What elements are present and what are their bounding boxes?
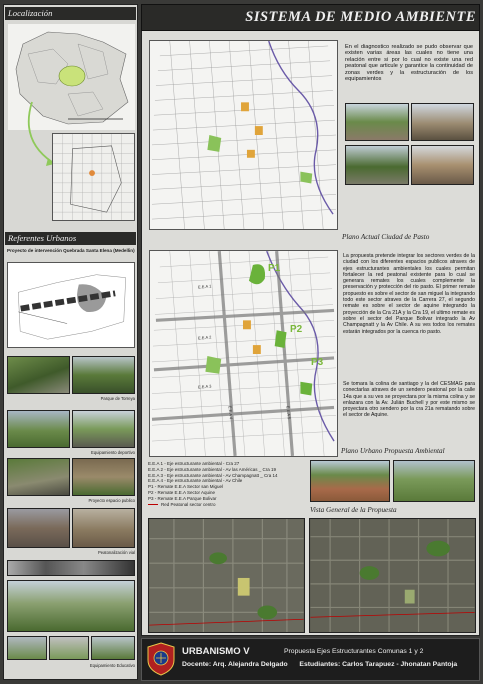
- ref-caption-5: Equipamiento Educativo: [89, 663, 135, 668]
- current-photo-3: [345, 145, 409, 185]
- marker-p3: P3: [311, 357, 324, 368]
- current-city-map: [149, 40, 338, 230]
- docente-label: Docente:: [182, 661, 212, 668]
- vista-caption: Vista General de la Propuesta: [310, 506, 397, 514]
- project-name: Propuesta Ejes Estructurantes Comunas 1 y 2: [284, 648, 424, 655]
- aerial-view-1: [148, 518, 305, 633]
- legend: [148, 461, 308, 507]
- university-seal-icon: [146, 642, 176, 676]
- ref-photo-4b: [72, 508, 135, 548]
- axis-label-5: E.E.A 5: [285, 405, 292, 420]
- project-title: Proyecto de intervención Quebrada Santa Elena (Medellin): [7, 248, 135, 253]
- ref-photo-1b: [72, 356, 135, 394]
- aerial-view-2: [309, 518, 476, 633]
- legend-item-6: P2 - Remate E.E.A Sector Aquine: [148, 489, 216, 495]
- axis-label-1: E.E.A 1: [197, 283, 212, 290]
- ref-photo-7a: [7, 636, 47, 660]
- ref-photo-2a: [7, 410, 70, 448]
- legend-item-2: E.E.A 2 - Eje estructurante ambiental - Av las Américas _ Cra 19: [148, 466, 276, 472]
- legend-item-4: E.E.A 4 - Eje estructurante ambiental - Av Chile: [148, 478, 243, 484]
- proposal-photo-1: [310, 460, 390, 502]
- red-line-icon: [148, 504, 158, 505]
- marker-p1: P1: [268, 263, 281, 274]
- axis-label-3: E.E.A 3: [197, 383, 212, 390]
- ref-photo-4a: [7, 508, 70, 548]
- proposal-map: [149, 250, 338, 457]
- ref-photo-3b: [72, 458, 135, 496]
- legend-item-1: E.E.A 1 - Eje estructurante ambiental - Cra 27: [148, 461, 240, 466]
- ref-photo-7b: [49, 636, 89, 660]
- legend-item-7: P3 - Remate E.E.A Parque Bolivar: [148, 495, 217, 501]
- ref-photo-2b: [72, 410, 135, 448]
- location-detail-map: [52, 133, 135, 221]
- ref-photo-6: [7, 580, 135, 632]
- medellin-project-map: [7, 262, 135, 348]
- ref-photo-7c: [91, 636, 135, 660]
- localizacion-title: Localización: [8, 8, 53, 18]
- docente-line: [182, 661, 457, 668]
- course-name: URBANISMO V: [182, 646, 250, 657]
- proposal-map-caption: Plano Urbano Propuesta Ambiental: [341, 447, 445, 455]
- ref-photo-1a: [7, 356, 70, 394]
- current-photo-1: [345, 103, 409, 141]
- estudiantes-names: Carlos Tarapuez - Jhonatan Pantoja: [342, 661, 458, 668]
- docente-name: Arq. Alejandra Delgado: [212, 661, 288, 668]
- current-map-caption: Plano Actual Ciudad de Pasto: [342, 233, 430, 241]
- current-photo-4: [411, 145, 474, 185]
- proposal-text-2: Se tomara la colina de santiago y la del CESMAG para conectarlas atraves de un sendero peatonal por la calle 14a que a su ves se proyectara por la misma colina y se enlazara con la Av. Julián Buchell y por este mismo se proyectara otro sendero por la cra 21a rematando sobre el sector de Aquine.: [343, 381, 475, 419]
- axis-label-2: E.E.A 2: [197, 334, 212, 341]
- legend-item-3: E.E.A 3 - Eje estructurante ambiental - Av Champagnatt _ Cra 14: [148, 472, 278, 478]
- proposal-text: La propuesta pretende integrar los sectores verdes de la ciudad con los diferentes espacios publicos atraves de ejes estructurantes ambientales los cuales permitan fortalecer la red peatonal existente para lo cual se generara remates los cuales complemente la preservación y protección del rio pasto. El primer remate propuesto es sobre el sector de san miguel la integrando todo este sector atraves de la Carrera 27, el segundo remate es sobre el sector de aquine integrando la proyección de la Cra 21A y la Cra 19, el ultimo remate es sobre el sector del Parque Bolivar integrado la Av Champagnatt y la Av Chile. A su ves todos los remates estarán integrados por la cuenca rio pasto.: [343, 253, 475, 335]
- page-title: SISTEMA DE MEDIO AMBIENTE: [245, 9, 476, 25]
- ref-photo-5a: [7, 560, 135, 576]
- estudiantes-label: Estudiantes:: [299, 661, 341, 668]
- current-photo-2: [411, 103, 474, 141]
- diagnostic-text: En el diagnostico realizado se pudo observar que existen varias áreas las cuales no tiene una relación entre si por lo cual no existe una red peatonal que articule y garantice la continuidad de zonas verdes y la estructuración de los equipamientos: [345, 44, 473, 83]
- axis-label-4: E.E.A 4: [227, 405, 234, 420]
- legend-item-5: P1 - Remate E.E.A Sector san Miguel: [148, 484, 224, 490]
- proposal-photo-2: [393, 460, 475, 502]
- marker-p2: P2: [290, 324, 303, 335]
- ref-caption-2: Equipamiento deportivo: [91, 450, 135, 455]
- ref-caption-4: Peatonalización vial: [97, 550, 135, 555]
- legend-item-8: Red Peatonal sector centro: [148, 502, 308, 508]
- footer-bar: [141, 638, 480, 681]
- referentes-title: Referentes Urbanos: [8, 233, 77, 243]
- ref-photo-3a: [7, 458, 70, 496]
- ref-caption-1: Parque de Torreya: [100, 396, 135, 401]
- ref-caption-3: Proyecto espacio publico: [88, 498, 135, 503]
